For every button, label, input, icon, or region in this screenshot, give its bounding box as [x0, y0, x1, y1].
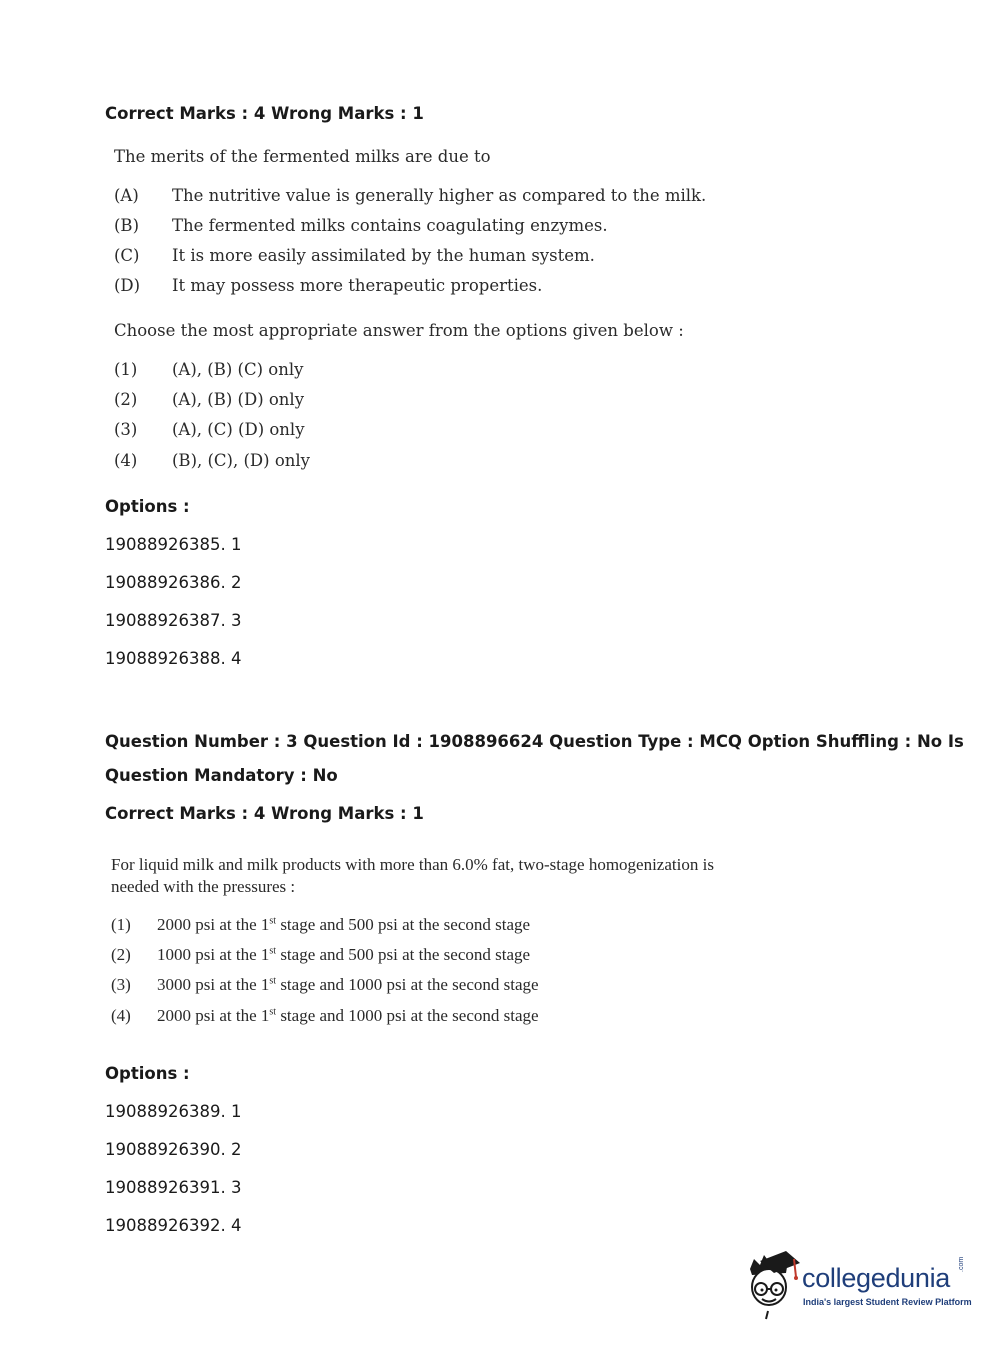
q2-choice-2-sup: st — [269, 945, 277, 957]
q1-option-3: 19088926387. 3 — [105, 611, 242, 630]
q1-statement-a-label: (A) — [114, 186, 139, 205]
q2-header-line-1: Question Number : 3 Question Id : 1908896624 Question Type : MCQ Option Shuffling : No Is — [105, 732, 964, 751]
q2-choice-4-label: (4) — [111, 1006, 131, 1025]
q1-statement-a-text: The nutritive value is generally higher as compared to the milk. — [172, 186, 707, 205]
q2-choice-4-pre: 2000 psi at the 1 — [157, 1006, 270, 1025]
student-mascot-icon — [740, 1249, 802, 1321]
q1-statement-b-text: The fermented milks contains coagulating enzymes. — [172, 216, 608, 235]
q2-option-3: 19088926391. 3 — [105, 1178, 242, 1197]
q2-choice-1-pre: 2000 psi at the 1 — [157, 915, 270, 934]
q2-choice-3-label: (3) — [111, 975, 131, 994]
q1-choice-1-text: (A), (B) (C) only — [172, 360, 304, 379]
q2-choice-1-post: stage and 500 psi at the second stage — [276, 915, 531, 934]
q1-choice-4-label: (4) — [114, 451, 138, 470]
q1-stem: The merits of the fermented milks are due to — [114, 147, 491, 166]
q2-stem-line-1: For liquid milk and milk products with more than 6.0% fat, two-stage homogenization is — [111, 855, 714, 874]
q2-choice-4-sup: st — [269, 1006, 277, 1018]
q1-option-4: 19088926388. 4 — [105, 649, 242, 668]
q2-stem-line-2: needed with the pressures : — [111, 877, 296, 896]
q2-choice-2-post: stage and 500 psi at the second stage — [276, 945, 531, 964]
q1-option-1: 19088926385. 1 — [105, 535, 242, 554]
q1-choice-3-label: (3) — [114, 420, 138, 439]
q2-choice-1-label: (1) — [111, 915, 131, 934]
q2-options-heading: Options : — [105, 1064, 190, 1083]
q2-choice-3-pre: 3000 psi at the 1 — [157, 975, 270, 994]
q2-choice-2-label: (2) — [111, 945, 131, 964]
q2-choice-3-sup: st — [269, 975, 277, 987]
q2-marks: Correct Marks : 4 Wrong Marks : 1 — [105, 804, 424, 823]
q2-choice-2-text — [157, 945, 530, 965]
q1-choice-2-label: (2) — [114, 390, 138, 409]
q2-choice-3-text — [157, 975, 539, 995]
q2-choice-1-sup: st — [269, 915, 277, 927]
q1-choose-instruction: Choose the most appropriate answer from the options given below : — [114, 321, 684, 340]
q1-marks: Correct Marks : 4 Wrong Marks : 1 — [105, 104, 424, 123]
q1-statement-d-label: (D) — [114, 276, 141, 295]
q2-choice-2-pre: 1000 psi at the 1 — [157, 945, 270, 964]
q1-choice-1-label: (1) — [114, 360, 138, 379]
q2-option-1: 19088926389. 1 — [105, 1102, 242, 1121]
q1-choice-4-text: (B), (C), (D) only — [172, 451, 310, 470]
q2-header-line-2: Question Mandatory : No — [105, 766, 338, 785]
q1-statement-c-label: (C) — [114, 246, 140, 265]
logo-wordmark: collegedunia — [802, 1263, 951, 1293]
q2-option-4: 19088926392. 4 — [105, 1216, 242, 1235]
q2-choice-4-post: stage and 1000 psi at the second stage — [276, 1006, 539, 1025]
logo-tagline: India's largest Student Review Platform — [803, 1297, 972, 1307]
q1-statement-b-label: (B) — [114, 216, 139, 235]
q2-choice-3-post: stage and 1000 psi at the second stage — [276, 975, 539, 994]
q1-statement-c-text: It is more easily assimilated by the human system. — [172, 246, 595, 265]
q1-statement-d-text: It may possess more therapeutic properties. — [172, 276, 543, 295]
q1-choice-2-text: (A), (B) (D) only — [172, 390, 305, 409]
q2-choice-1-text — [157, 915, 530, 935]
q1-choice-3-text: (A), (C) (D) only — [172, 420, 305, 439]
q1-options-heading: Options : — [105, 497, 190, 516]
q2-option-2: 19088926390. 2 — [105, 1140, 242, 1159]
q1-option-2: 19088926386. 2 — [105, 573, 242, 592]
q2-choice-4-text — [157, 1006, 539, 1026]
logo-domain-suffix: .com — [958, 1256, 965, 1272]
